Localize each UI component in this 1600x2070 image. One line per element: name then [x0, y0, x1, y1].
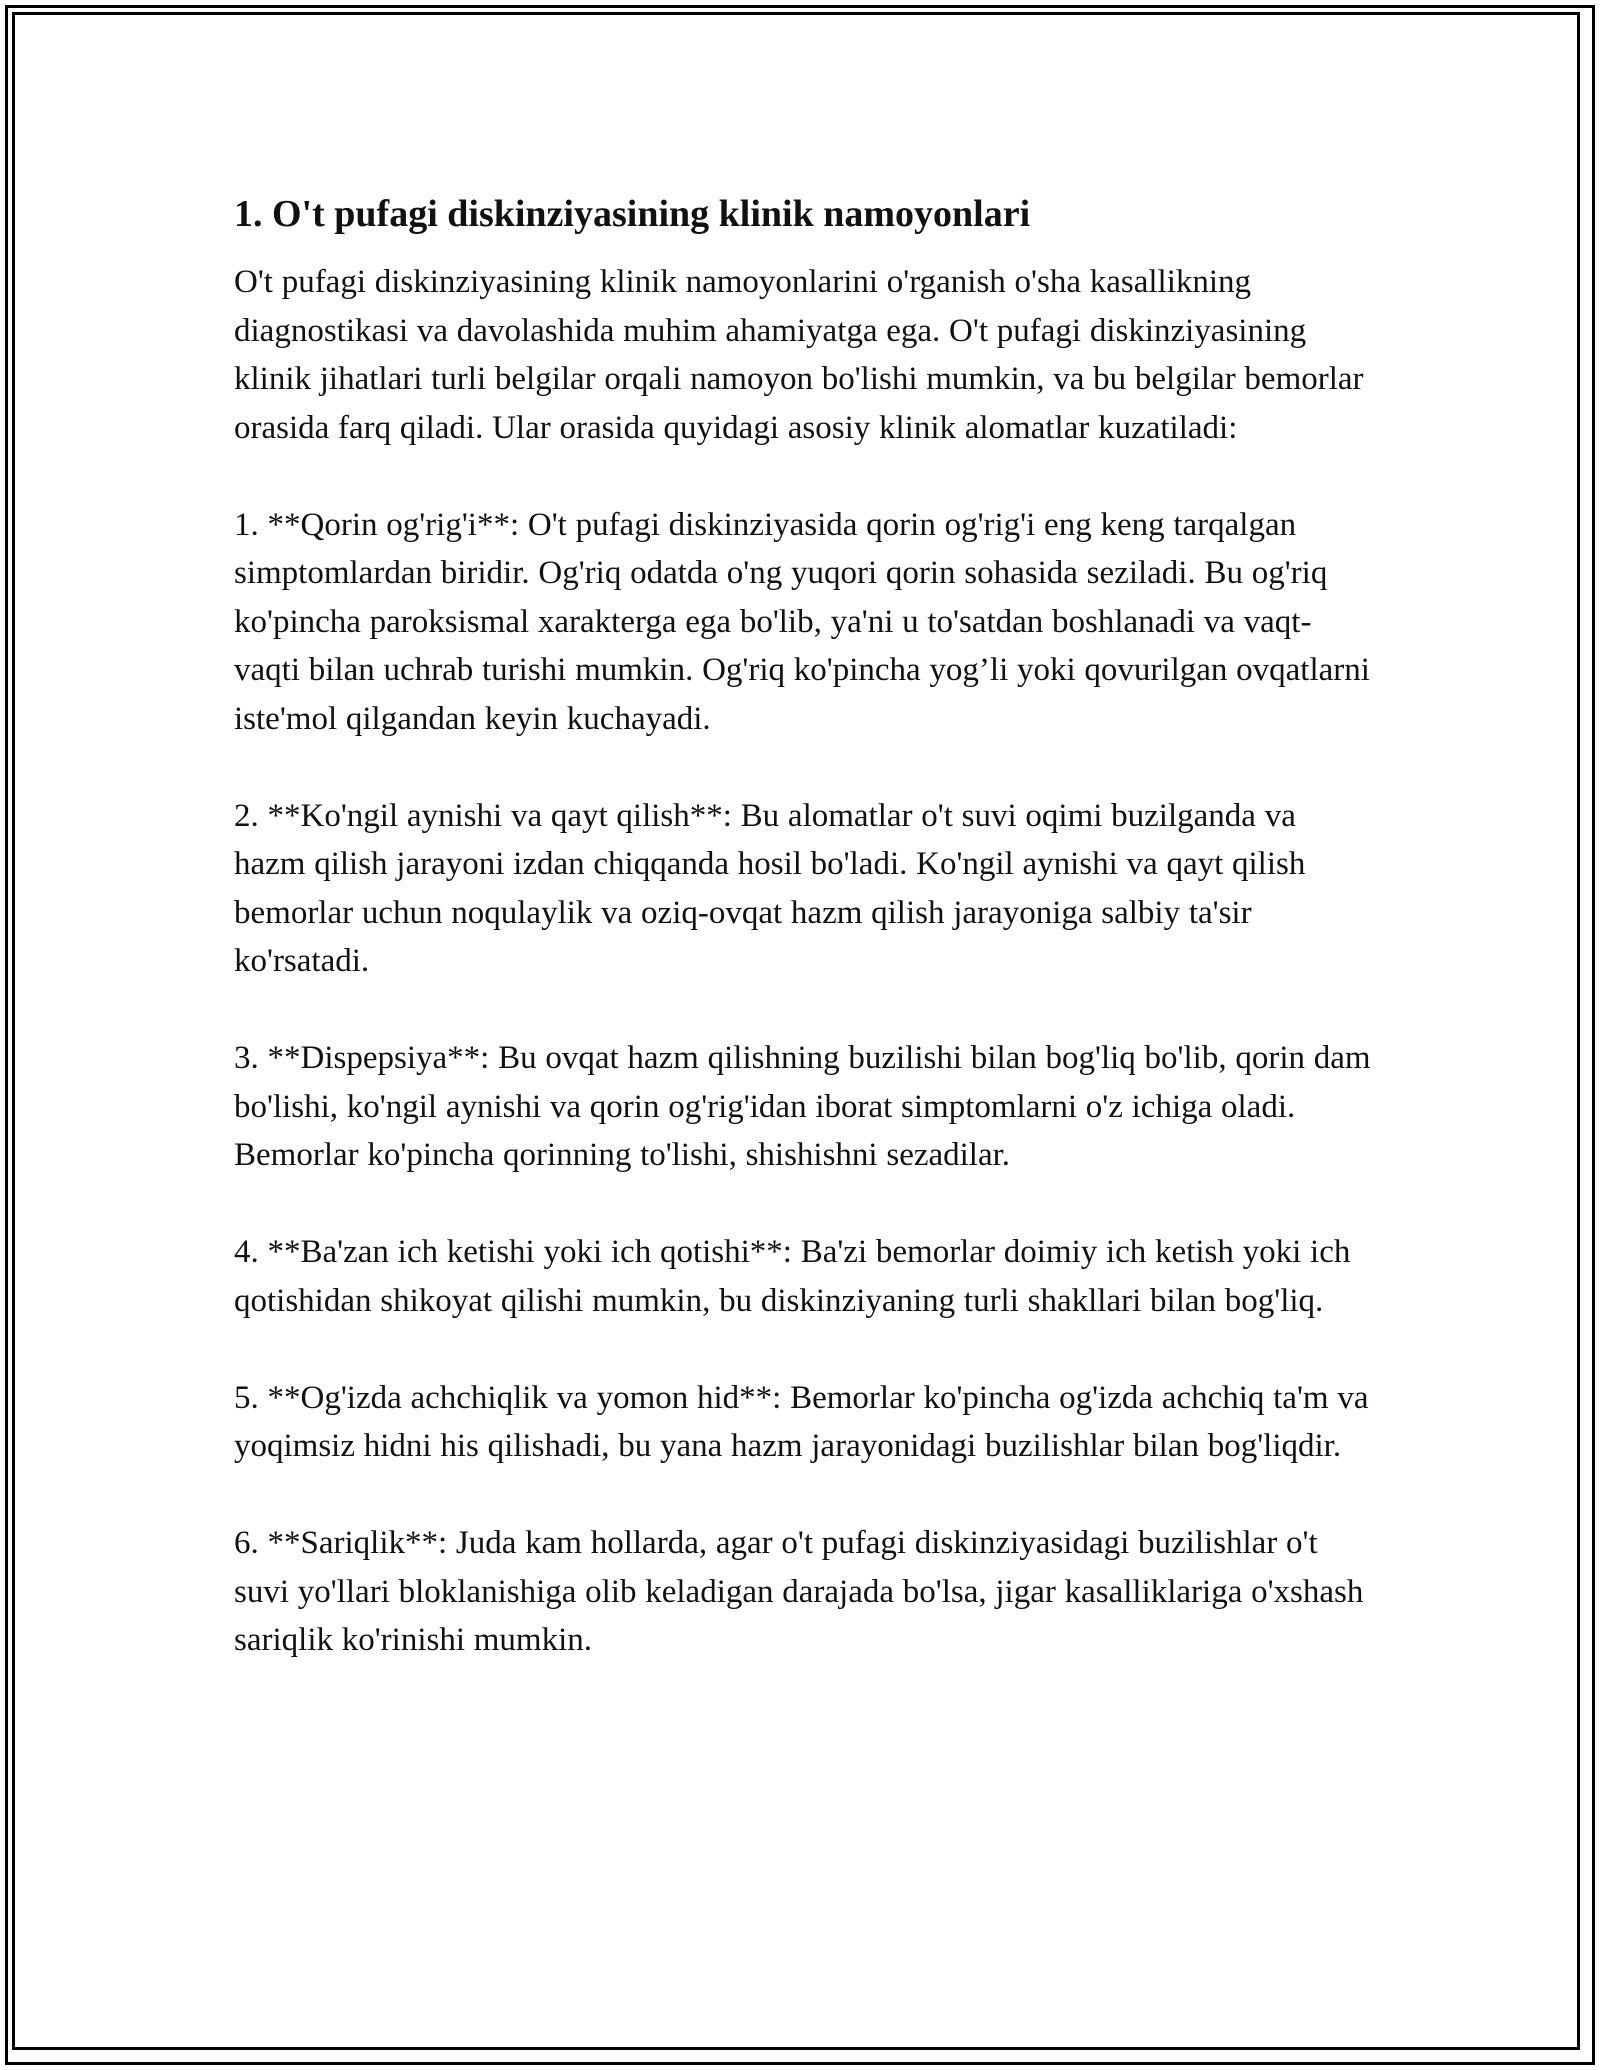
- section-title: 1. O't pufagi diskinziyasining klinik namoyonlari: [234, 193, 1031, 235]
- list-item-jaundice: 6. **Sariqlik**: Juda kam hollarda, agar o't pufagi diskinziyasidagi buzilishlar o't suvi yo'llari bloklanishiga olib keladigan darajada bo'lsa, jigar kasalliklariga o'xshash sariqlik ko'rinishi mumkin.: [234, 1525, 1364, 1658]
- list-item-diarrhea-constipation: 4. **Ba'zan ich ketishi yoki ich qotishi**: Ba'zi bemorlar doimiy ich ketish yoki ich qotishidan shikoyat qilishi mumkin, bu diskinziyaning turli shakllari bilan bog'liq.: [234, 1234, 1351, 1319]
- list-item-nausea-vomiting: 2. **Ko'ngil aynishi va qayt qilish**: Bu alomatlar o't suvi oqimi buzilganda va hazm qilish jarayoni izdan chiqqanda hosil bo'ladi. Ko'ngil aynishi va qayt qilish bemorlar uchun noqulaylik va oziq-ovqat hazm qilish jarayoniga salbiy ta'sir ko'rsatadi.: [234, 797, 1306, 979]
- document-body: [234, 182, 1374, 1665]
- intro-paragraph: O't pufagi diskinziyasining klinik namoyonlarini o'rganish o'sha kasallikning diagnostikasi va davolashida muhim ahamiyatga ega. O't pufagi diskinziyasining klinik jihatlari turli belgilar orqali namoyon bo'lishi mumkin, va bu belgilar bemorlar orasida farq qiladi. Ular orasida quyidagi asosiy klinik alomatlar kuzatiladi:: [234, 264, 1364, 446]
- list-item-bitter-taste: 5. **Og'izda achchiqlik va yomon hid**: Bemorlar ko'pincha og'izda achchiq ta'm va yoqimsiz hidni his qilishadi, bu yana hazm jarayonidagi buzilishlar bilan bog'liqdir.: [234, 1379, 1369, 1464]
- list-item-dyspepsia: 3. **Dispepsiya**: Bu ovqat hazm qilishning buzilishi bilan bog'liq bo'lib, qorin dam bo'lishi, ko'ngil aynishi va qorin og'rig'idan iborat simptomlarni o'z ichiga oladi. Bemorlar ko'pincha qorinning to'lishi, shishishni sezadilar.: [234, 1040, 1371, 1173]
- list-item-abdominal-pain: 1. **Qorin og'rig'i**: O't pufagi diskinziyasida qorin og'rig'i eng keng tarqalgan simptomlardan biridir. Og'riq odatda o'ng yuqori qorin sohasida seziladi. Bu og'riq ko'pincha paroksismal xarakterga ega bo'lib, ya'ni u to'satdan boshlanadi va vaqt-vaqti bilan uchrab turishi mumkin. Og'riq ko'pincha yog’li yoki qovurilgan ovqatlarni iste'mol qilgandan keyin kuchayadi.: [234, 506, 1370, 737]
